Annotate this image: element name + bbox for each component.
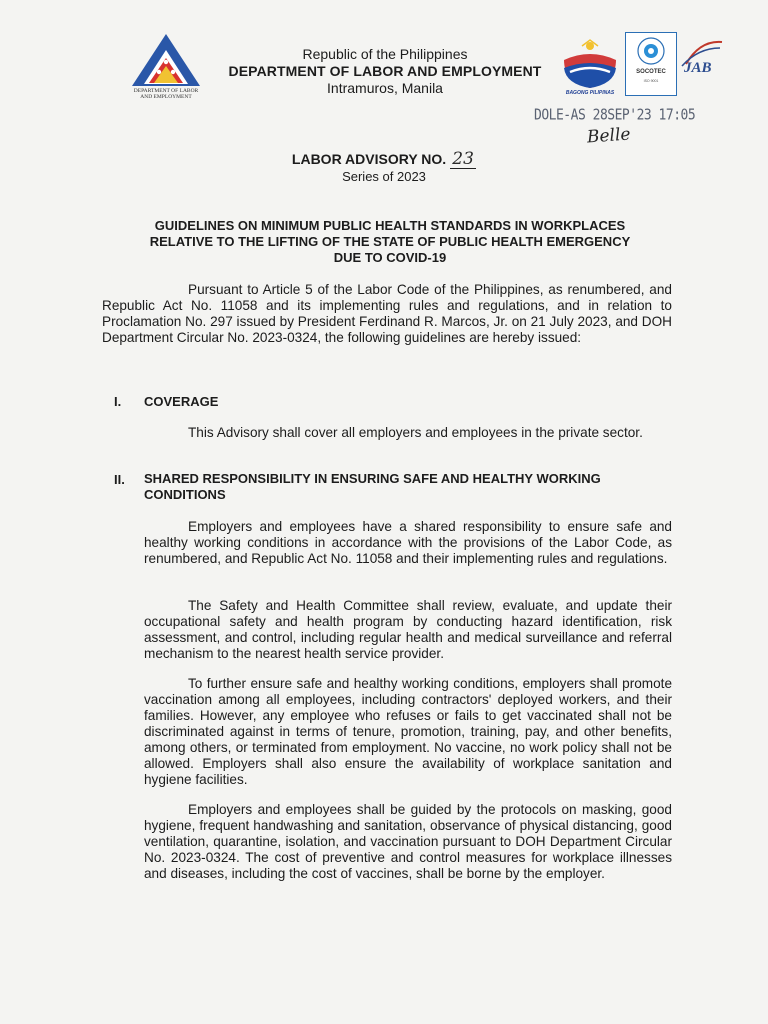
section-title-shared-responsibility: SHARED RESPONSIBILITY IN ENSURING SAFE AND HEALTHY WORKING CONDITIONS: [144, 471, 601, 502]
socotec-logo: [625, 32, 677, 96]
section-paragraph: Employers and employees have a shared responsibility to ensure safe and healthy working conditions in accordance with the provisions of the Labor Code, as renumbered, and Republic Act No. 11058 and their implementing rules and regulations.: [144, 519, 672, 566]
letterhead: [212, 46, 558, 97]
socotec-seal-icon: [626, 33, 676, 69]
title-line: DUE TO COVID-19: [333, 250, 447, 265]
section-paragraph: To further ensure safe and healthy working conditions, employers shall promote vaccination among all employees, including contractors' deployed workers, and their families. However, any employee who refuses or fails to get vaccinated shall not be discriminated against in terms of tenure, promotion, training, pay, and other benefits, among others, or terminated from employment. No vaccine, no work policy shall not be allowed. Employers shall also ensure the availability of workplace sanitation and hygiene facilities.: [144, 676, 672, 787]
bagong-pilipinas-caption: BAGONG PILIPINAS: [565, 90, 615, 96]
title-line: RELATIVE TO THE LIFTING OF THE STATE OF PUBLIC HEALTH EMERGENCY: [149, 234, 631, 249]
section-title-coverage: COVERAGE: [144, 394, 219, 409]
section-numeral: II.: [114, 472, 125, 487]
receiver-signature: Belle: [586, 124, 632, 148]
socotec-caption: SOCOTEC: [636, 69, 666, 75]
preamble-paragraph: Pursuant to Article 5 of the Labor Code of the Philippines, as renumbered, and Republic Act No. 11058 and its implementing rules and regulations, and in relation to Proclamation No. 297 issued by President Ferdinand R. Marcos, Jr. on 21 July 2023, and DOH Department Circular No. 2023-0324, the following guidelines are hereby issued:: [102, 282, 672, 345]
section-paragraph: Employers and employees shall be guided by the protocols on masking, good hygiene, frequent handwashing and sanitation, observance of physical distancing, good ventilation, quarantine, isolation, and vaccination pursuant to DOH Department Circular No. 2023-0324. The cost of preventive and control measures for workplace illnesses and diseases, including the cost of vaccines, shall be borne by the employer.: [144, 802, 672, 881]
receipt-stamp: DOLE-AS 28SEP'23 17:05: [534, 106, 696, 125]
advisory-label: LABOR ADVISORY NO.: [291, 151, 447, 167]
dole-logo: [128, 32, 204, 114]
jab-accreditation-logo: [680, 38, 726, 96]
title-line: GUIDELINES ON MINIMUM PUBLIC HEALTH STANDARDS IN WORKPLACES: [154, 218, 626, 233]
bagong-pilipinas-logo: [560, 38, 620, 98]
letterhead-republic: Republic of the Philippines: [302, 46, 468, 62]
advisory-heading: [0, 148, 768, 184]
coverage-paragraph: This Advisory shall cover all employers and employees in the private sector.: [188, 425, 643, 440]
dole-triangle-icon: [128, 32, 204, 88]
section-numeral: I.: [114, 394, 122, 409]
jab-caption: JAB: [684, 60, 712, 76]
advisory-number: 23: [450, 150, 476, 169]
letterhead-department: DEPARTMENT OF LABOR AND EMPLOYMENT: [228, 63, 542, 79]
dole-logo-caption: DEPARTMENT OF LABOR AND EMPLOYMENT: [133, 88, 199, 100]
section-paragraph: The Safety and Health Committee shall review, evaluate, and update their occupational safety and health program by conducting hazard identification, risk assessment, and control, including regular health and medical surveillance and referral mechanism to the nearest health service provider.: [144, 598, 672, 661]
advisory-series: Series of 2023: [342, 169, 426, 184]
document-title: [110, 218, 670, 266]
socotec-standard: ISO 9001: [643, 79, 659, 83]
letterhead-address: Intramuros, Manila: [327, 80, 443, 96]
bagong-pilipinas-icon: [560, 38, 620, 90]
